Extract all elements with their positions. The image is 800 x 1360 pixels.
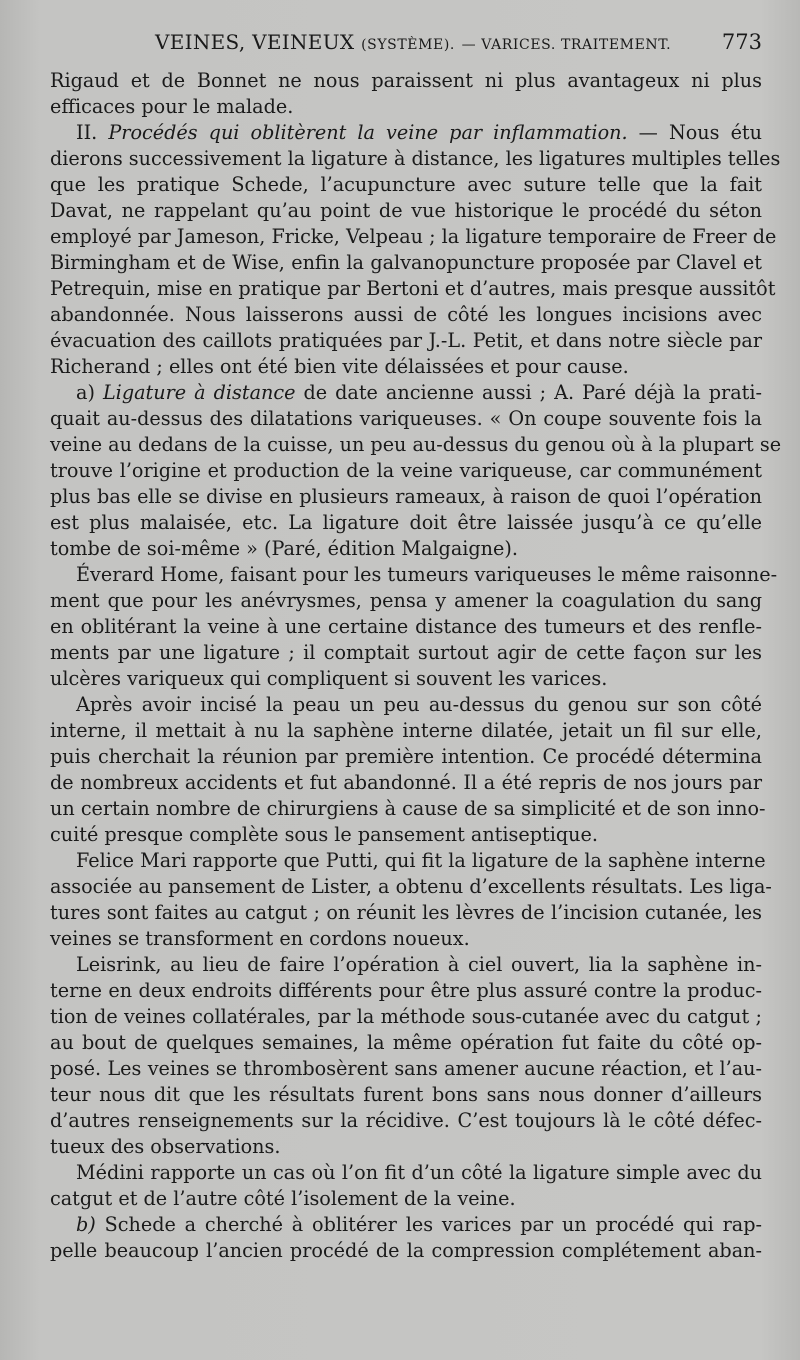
- line-text: tures sont faites au catgut ; on réunit les lèvres de l’incision cutanée, les: [50, 901, 762, 924]
- text-line: [50, 120, 762, 146]
- line-text: teur nous dit que les résultats furent bons sans nous donner d’ailleurs: [50, 1083, 762, 1106]
- text-line: [50, 94, 762, 120]
- line-text: veine au dedans de la cuisse, un peu au-dessus du genou où à la plupart se: [50, 433, 782, 456]
- line-text: ment que pour les anévrysmes, pensa y amener la coagulation du sang: [50, 589, 762, 612]
- line-text: posé. Les veines se thrombosèrent sans amener aucune réaction, et l’au-: [50, 1057, 762, 1080]
- line-text: évacuation des caillots pratiquées par J.-L. Petit, et dans notre siècle par: [50, 329, 762, 352]
- text-line: [50, 224, 777, 250]
- line-text: employé par Jameson, Fricke, Velpeau ; la ligature temporaire de Freer de: [50, 225, 777, 248]
- text-line: [50, 692, 762, 718]
- line-text: Rigaud et de Bonnet ne nous paraissent ni plus avantageux ni plus: [50, 69, 762, 92]
- line-text: en oblitérant la veine à une certaine distance des tumeurs et des renfle-: [50, 615, 762, 638]
- line-text: Schede a cherché à oblitérer les varices par un procédé qui rap-: [95, 1213, 762, 1236]
- text-line: [50, 250, 762, 276]
- text-line: [50, 874, 772, 900]
- line-text: — Nous étu: [627, 121, 762, 144]
- running-head-main: VEINES, VEINEUX: [155, 30, 355, 54]
- text-line: [50, 822, 762, 848]
- running-head-paren: (SYSTÈME).: [361, 37, 455, 53]
- line-text: que les pratique Schede, l’acupuncture avec suture telle que la fait: [50, 173, 762, 196]
- line-text: est plus malaisée, etc. La ligature doit être laissée jusqu’à ce qu’elle: [50, 511, 762, 534]
- text-line: [50, 640, 762, 666]
- text-line: [50, 1030, 762, 1056]
- body-text: [50, 68, 782, 1264]
- text-line: [50, 926, 762, 952]
- line-text: tombe de soi-même » (Paré, édition Malgaigne).: [50, 537, 518, 560]
- running-head-rest: — VARICES. TRAITEMENT.: [461, 37, 672, 53]
- text-line: [50, 328, 762, 354]
- line-text: Birmingham et de Wise, enfin la galvanopuncture proposée par Clavel et: [50, 251, 762, 274]
- text-line: [50, 1004, 762, 1030]
- line-text: efficaces pour le malade.: [50, 95, 294, 118]
- text-line: [50, 380, 762, 406]
- line-text: veines se transforment en cordons noueux.: [50, 927, 470, 950]
- line-text: au bout de quelques semaines, la même opération fut faite du côté op-: [50, 1031, 762, 1054]
- line-text: ulcères variqueux qui compliquent si souvent les varices.: [50, 667, 608, 690]
- text-line: [50, 1082, 762, 1108]
- text-line: [50, 68, 762, 94]
- line-text: Après avoir incisé la peau un peu au-dessus du genou sur son côté: [76, 693, 762, 716]
- text-line: [50, 1134, 762, 1160]
- text-line: [50, 302, 762, 328]
- text-line: [50, 718, 762, 744]
- line-text: puis cherchait la réunion par première intention. Ce procédé détermina: [50, 745, 762, 768]
- text-line: [50, 276, 776, 302]
- text-line: [50, 536, 762, 562]
- text-line: [50, 406, 762, 432]
- line-text: d’autres renseignements sur la récidive. C’est toujours là le côté défec-: [50, 1109, 762, 1132]
- line-text: tion de veines collatérales, par la méthode sous-cutanée avec du catgut ;: [50, 1005, 762, 1028]
- italic-heading: b): [76, 1213, 96, 1236]
- text-line: [50, 614, 762, 640]
- italic-heading: Ligature à distance: [102, 381, 296, 404]
- line-text: plus bas elle se divise en plusieurs rameaux, à raison de quoi l’opération: [50, 485, 762, 508]
- line-text: pelle beaucoup l’ancien procédé de la compression complétement aban-: [50, 1239, 762, 1262]
- page-number: 773: [721, 30, 762, 54]
- text-line: [50, 458, 762, 484]
- line-text: un certain nombre de chirurgiens à cause de sa simplicité et de son inno-: [50, 797, 766, 820]
- line-text: interne, il mettait à nu la saphène interne dilatée, jetait un fil sur elle,: [50, 719, 762, 742]
- line-text: catgut et de l’autre côté l’isolement de la veine.: [50, 1187, 516, 1210]
- text-line: [50, 900, 762, 926]
- text-line: [50, 1238, 762, 1264]
- line-prefix: II.: [76, 121, 109, 144]
- text-line: [50, 432, 782, 458]
- line-text: Leisrink, au lieu de faire l’opération à ciel ouvert, lia la saphène in-: [76, 953, 762, 976]
- text-line: [50, 666, 762, 692]
- text-line: [50, 510, 762, 536]
- line-text: abandonnée. Nous laisserons aussi de côté les longues incisions avec: [50, 303, 762, 326]
- line-text: de date ancienne aussi ; A. Paré déjà la prati-: [295, 381, 762, 404]
- text-line: [50, 484, 762, 510]
- text-line: [50, 172, 762, 198]
- line-text: quait au-dessus des dilatations variqueuses. « On coupe souvente fois la: [50, 407, 762, 430]
- line-text: dierons successivement la ligature à distance, les ligatures multiples telles: [50, 147, 781, 170]
- line-text: Felice Mari rapporte que Putti, qui fit la ligature de la saphène interne: [76, 849, 766, 872]
- text-line: [50, 354, 762, 380]
- text-line: [50, 978, 762, 1004]
- line-text: ments par une ligature ; il comptait surtout agir de cette façon sur les: [50, 641, 762, 664]
- text-line: [50, 952, 762, 978]
- text-line: [50, 588, 762, 614]
- text-line: [50, 1212, 762, 1238]
- text-line: [50, 796, 766, 822]
- line-prefix: a): [76, 381, 103, 404]
- line-text: Éverard Home, faisant pour les tumeurs variqueuses le même raisonne-: [76, 563, 778, 586]
- line-text: associée au pansement de Lister, a obtenu d’excellents résultats. Les liga-: [50, 875, 772, 898]
- text-line: [50, 146, 781, 172]
- line-text: tueux des observations.: [50, 1135, 281, 1158]
- line-text: cuité presque complète sous le pansement antiseptique.: [50, 823, 598, 846]
- text-line: [50, 1108, 762, 1134]
- line-text: Petrequin, mise en pratique par Bertoni et d’autres, mais presque aussitôt: [50, 277, 776, 300]
- text-line: [50, 562, 778, 588]
- page-header: [0, 30, 800, 64]
- line-text: de nombreux accidents et fut abandonné. Il a été repris de nos jours par: [50, 771, 762, 794]
- line-text: Davat, ne rappelant qu’au point de vue historique le procédé du séton: [50, 199, 762, 222]
- text-line: [50, 1160, 762, 1186]
- running-head: [155, 30, 671, 54]
- text-line: [50, 198, 762, 224]
- text-line: [50, 1186, 762, 1212]
- line-text: Médini rapporte un cas où l’on fit d’un côté la ligature simple avec du: [76, 1161, 762, 1184]
- italic-heading: Procédés qui oblitèrent la veine par inflammation.: [108, 121, 628, 144]
- text-line: [50, 770, 762, 796]
- line-text: Richerand ; elles ont été bien vite délaissées et pour cause.: [50, 355, 629, 378]
- text-line: [50, 1056, 762, 1082]
- text-line: [50, 744, 762, 770]
- line-text: terne en deux endroits différents pour être plus assuré contre la produc-: [50, 979, 762, 1002]
- text-line: [50, 848, 766, 874]
- line-text: trouve l’origine et production de la veine variqueuse, car communément: [50, 459, 762, 482]
